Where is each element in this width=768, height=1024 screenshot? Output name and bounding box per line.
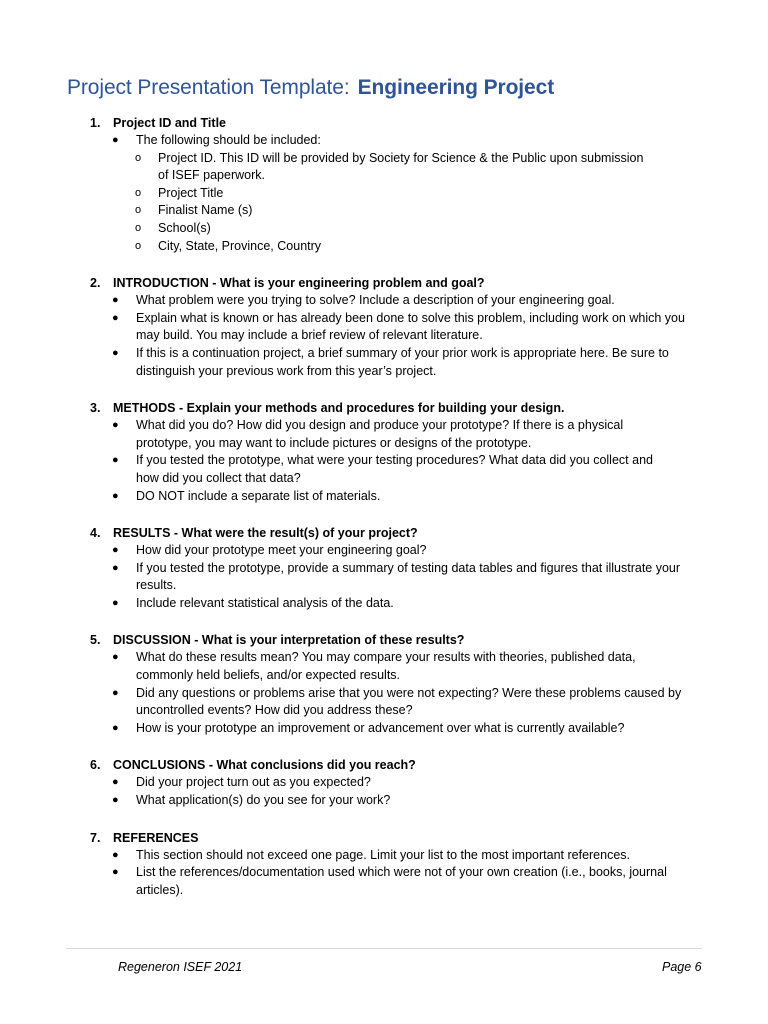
section-number: 5. — [90, 633, 101, 648]
page-title — [67, 76, 554, 100]
bullet-item — [0, 720, 768, 738]
bullet-icon: ● — [112, 651, 119, 664]
bullet-item — [0, 595, 768, 613]
hollow-circle-icon: o — [135, 186, 142, 199]
section-title: CONCLUSIONS - What conclusions did you reach? — [113, 758, 416, 773]
bullet-icon: ● — [112, 294, 119, 307]
section-6 — [0, 756, 768, 809]
section-7 — [0, 829, 768, 900]
hollow-circle-icon: o — [135, 204, 142, 217]
footer-divider — [66, 948, 702, 949]
bullet-list — [0, 774, 768, 809]
section-title: DISCUSSION - What is your interpretation of these results? — [113, 633, 465, 648]
bullet-text: What did you do? How did you design and produce your prototype? If there is a physical prototype, you may want to include pictures or designs of the prototype. — [136, 418, 624, 450]
section-title: INTRODUCTION - What is your engineering problem and goal? — [113, 276, 485, 291]
bullet-item — [0, 685, 768, 720]
bullet-icon: ● — [112, 561, 119, 574]
section-heading — [0, 756, 768, 774]
bullet-list — [0, 847, 768, 900]
bullet-text: List the references/documentation used which were not of your own creation (i.e., books, journal articles). — [136, 865, 667, 897]
section-number: 2. — [90, 276, 101, 291]
bullet-list — [0, 542, 768, 612]
bullet-text: How is your prototype an improvement or advancement over what is currently available? — [136, 720, 625, 735]
bullet-item — [0, 417, 768, 452]
bullet-text: Did your project turn out as you expected? — [136, 775, 371, 790]
sub-item-text: Project Title — [158, 185, 224, 200]
section-number: 6. — [90, 758, 101, 773]
sub-item — [0, 202, 768, 220]
section-title: Project ID and Title — [113, 116, 226, 130]
bullet-text: How did your prototype meet your engineering goal? — [136, 543, 427, 558]
footer-left-text: Regeneron ISEF 2021 — [118, 960, 243, 974]
hollow-circle-icon: o — [135, 221, 142, 234]
bullet-text: This section should not exceed one page. Limit your list to the most important references. — [136, 847, 631, 862]
bullet-icon: ● — [112, 866, 119, 879]
bullet-item — [0, 310, 768, 345]
section-3 — [0, 399, 768, 505]
section-heading — [0, 631, 768, 649]
sub-list — [0, 150, 768, 256]
bullet-icon: ● — [112, 346, 119, 359]
section-heading — [0, 399, 768, 417]
bullet-list — [0, 649, 768, 737]
bullet-text: The following should be included: — [136, 133, 321, 147]
bullet-icon: ● — [112, 794, 119, 807]
bullet-item — [0, 864, 768, 899]
sub-item — [0, 238, 768, 256]
title-emphasis: Engineering Project — [357, 76, 555, 99]
title-prefix: Project Presentation Template: — [67, 76, 350, 99]
sub-item-text: Project ID. This ID will be provided by Society for Science & the Public upon submission of ISEF paperwork. — [158, 150, 644, 183]
bullet-item — [0, 560, 768, 595]
bullet-item — [0, 345, 768, 380]
section-number: 1. — [90, 116, 101, 130]
section-number: 4. — [90, 526, 101, 541]
bullet-item — [0, 649, 768, 684]
bullet-text: Did any questions or problems arise that you were not expecting? Were these problems caused by uncontrolled events? How did you address these? — [136, 685, 682, 718]
bullet-text: What problem were you trying to solve? Include a description of your engineering goal. — [136, 293, 615, 308]
section-title: METHODS - Explain your methods and procedures for building your design. — [113, 401, 565, 416]
section-heading — [0, 524, 768, 542]
hollow-circle-icon: o — [135, 151, 142, 164]
bullet-text: What do these results mean? You may compare your results with theories, published data, commonly held beliefs, and/or expected results. — [136, 650, 636, 683]
section-4 — [0, 524, 768, 612]
bullet-icon: ● — [112, 776, 119, 789]
section-title: REFERENCES — [113, 830, 199, 845]
sub-item-text: School(s) — [158, 220, 211, 235]
bullet-item — [0, 847, 768, 865]
bullet-icon: ● — [112, 721, 119, 734]
bullet-text: If you tested the prototype, provide a summary of testing data tables and figures that illustrate your results. — [136, 560, 681, 593]
section-1 — [0, 114, 768, 255]
sections-list — [0, 114, 768, 918]
bullet-icon: ● — [112, 848, 119, 861]
bullet-text: DO NOT include a separate list of materials. — [136, 488, 381, 503]
sub-item-text: Finalist Name (s) — [158, 203, 253, 218]
bullet-icon: ● — [112, 489, 119, 502]
bullet-item — [0, 792, 768, 810]
bullet-list — [0, 132, 768, 255]
section-heading — [0, 114, 768, 132]
bullet-item — [0, 452, 768, 487]
section-number: 3. — [90, 401, 101, 416]
sub-item — [0, 220, 768, 238]
footer-page-number: Page 6 — [662, 960, 702, 974]
bullet-icon: ● — [112, 544, 119, 557]
bullet-icon: ● — [112, 596, 119, 609]
sub-item — [0, 185, 768, 203]
bullet-icon: ● — [112, 311, 119, 324]
section-title: RESULTS - What were the result(s) of your project? — [113, 526, 418, 541]
bullet-item — [0, 542, 768, 560]
bullet-item — [0, 488, 768, 506]
bullet-text: If this is a continuation project, a brief summary of your prior work is appropriate here. Be sure to distinguish your previous work from this year’s project. — [136, 345, 669, 378]
section-2 — [0, 274, 768, 380]
sub-item — [0, 150, 768, 185]
sub-item-text: City, State, Province, Country — [158, 238, 322, 253]
bullet-icon: ● — [112, 134, 119, 146]
bullet-icon: ● — [112, 419, 119, 432]
section-5 — [0, 631, 768, 737]
bullet-text: Explain what is known or has already been done to solve this problem, including work on which you may build. You may include a brief review of relevant literature. — [136, 310, 685, 343]
bullet-item — [0, 132, 768, 255]
bullet-text: If you tested the prototype, what were your testing procedures? What data did you collect and how did you collect that data? — [136, 453, 653, 485]
section-heading — [0, 274, 768, 292]
bullet-icon: ● — [112, 686, 119, 699]
bullet-list — [0, 417, 768, 505]
bullet-text: Include relevant statistical analysis of the data. — [136, 595, 394, 610]
section-heading — [0, 829, 768, 847]
hollow-circle-icon: o — [135, 239, 142, 252]
bullet-list — [0, 292, 768, 380]
bullet-text: What application(s) do you see for your work? — [136, 793, 391, 808]
bullet-item — [0, 292, 768, 310]
bullet-item — [0, 774, 768, 792]
section-number: 7. — [90, 830, 101, 845]
bullet-icon: ● — [112, 454, 119, 467]
